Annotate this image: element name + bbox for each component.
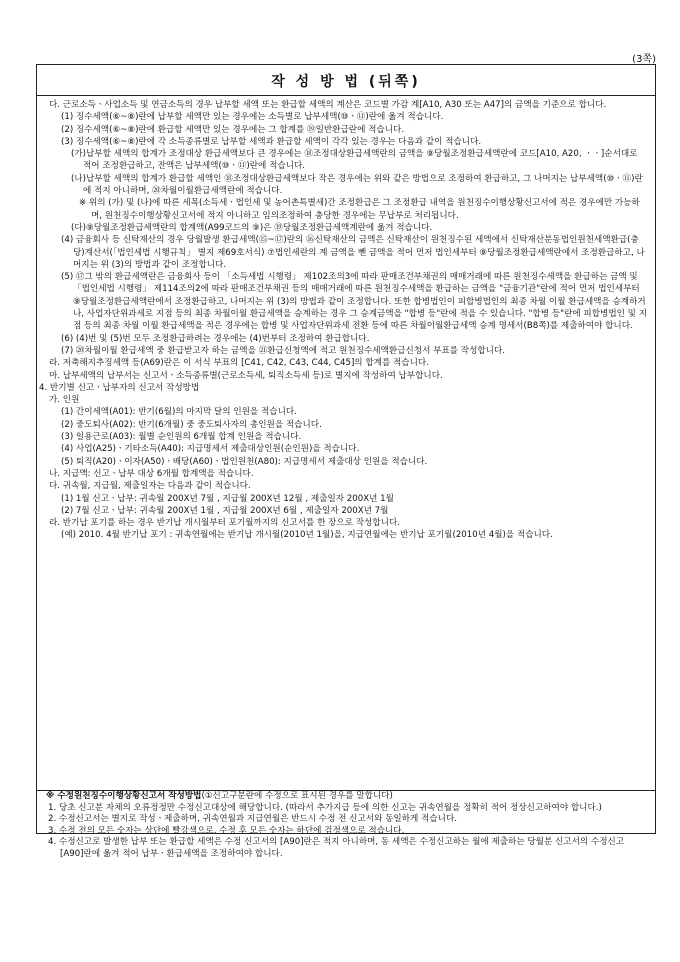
amendment-item: 4. 수정신고로 발생한 납부 또는 환급할 세액은 수정 신고서의 [A90]란은 적지 아니하며, 동 세액은 수정신고하는 월에 제출하는 당월분 신고서의 수정신고 [A90]란에 옮겨 적어 납부ㆍ환급세액을 조정하여야 합니다. bbox=[48, 837, 625, 859]
instruction-paragraph: (5) ⑰그 밖의 환급세액란은 금융회사 등이 「소득세법 시행령」 제102조의3에 따라 판매조건부채권의 매매거래에 따른 원천징수세액을 환급하는 금액 및 「법인세법 시행령」 제114조의2에 따라 판매조건부채권 등의 매매거래에 따른 원천징수세액을 환급하는 금액을 "금융기관"란에 적어 먼저 법인세부터 ⑨당월조정환급세액란에서 조정환급하고, 나머지는 위 (3)의 방법과 같이 조정합니다. 또한 합병법인이 피합병법인의 최종 차월 이월 환급세액을 승계하거나, 사업자단위과세로 지점 등의 최종 차월이월 환급세액을 승계하는 경우 그 승계금액을 "합병 등"란에 적을 수 있습니다. "합병 등"란에 피합병법인 및 지점 등의 최종 차월 이월 환급세액을 적은 경우에는 합병 및 사업자단위과세 전환 등에 따른 차월이월환급세액 승계 명세서(B8쪽)를 제출하여야 합니다. bbox=[61, 272, 648, 332]
instruction-paragraph: ※ 위의 (가) 및 (나)에 따른 세목(소득세ㆍ법인세 및 농어촌특별세)간 조정환급은 그 조정환급 내역을 원천징수이행상황신고서에 적은 경우에만 가능하며, 원천징수이행상황신고서에 적지 아니하고 임의조정하여 충당한 경우에는 무납부로 처리됩니다. bbox=[79, 198, 640, 221]
instruction-paragraph: 다. 근로소득ㆍ사업소득 및 연금소득의 경우 납부할 세액 또는 환급할 세액의 계산은 코드별 가감 계[A10, A30 또는 A47]의 금액을 기준으로 합니다. bbox=[49, 100, 607, 110]
page-number: (3쪽) bbox=[632, 54, 656, 65]
instruction-paragraph: 다. 귀속월, 지급월, 제출일자는 다음과 같이 적습니다. bbox=[49, 481, 251, 492]
instruction-paragraph: 라. 저축해지추징세액 등(A69)란은 이 서식 부표의 [C41, C42, C43, C44, C45]의 합계를 적습니다. bbox=[49, 358, 429, 369]
instruction-paragraph: (1) 1월 신고ㆍ납부: 귀속월 200X년 7월 , 지급월 200X년 12월 , 제출일자 200X년 1월 bbox=[61, 493, 394, 504]
amendment-notes bbox=[36, 790, 656, 859]
instruction-paragraph: 4. 반기별 신고ㆍ납부자의 신고서 작성방법 bbox=[39, 382, 200, 393]
instruction-paragraph: (2) 징수세액(⑥~⑧)란에 환급할 세액만 있는 경우에는 그 합계를 ⑲일반환급란에 적습니다. bbox=[61, 124, 405, 135]
instruction-paragraph: 나. 지급액: 신고ㆍ납부 대상 6개월 합계액을 적습니다. bbox=[49, 468, 254, 479]
instruction-paragraph: (2) 중도퇴사(A02): 반기(6개월) 중 중도퇴사자의 총인원을 적습니다. bbox=[61, 419, 322, 430]
amendment-heading-note: (①신고구분란에 수정으로 표시된 경우를 말합니다) bbox=[201, 791, 393, 801]
instruction-paragraph: 가. 인원 bbox=[49, 395, 80, 406]
instruction-paragraph: (3) 일용근로(A03): 월별 순인원의 6개월 합계 인원을 적습니다. bbox=[61, 432, 302, 443]
instruction-paragraph: (7) ⑳차월이월 환급세액 중 환급받고자 하는 금액을 ㉑환급신청액에 적고 원천징수세액환급신청서 부표를 작성합니다. bbox=[61, 345, 506, 356]
instruction-paragraph: (5) 퇴직(A20)ㆍ이자(A50)ㆍ배당(A60)ㆍ법인원천(A80): 지급명세서 제출대상 인원을 적습니다. bbox=[61, 456, 428, 467]
instruction-paragraph: (예) 2010. 4월 반기납 포기 : 귀속연월에는 반기납 개시월(2010년 1월)을, 지급연월에는 반기납 포기월(2010년 4월)을 적습니다. bbox=[61, 530, 553, 541]
instruction-paragraph: (3) 징수세액(⑥~⑧)란에 각 소득종류별로 납부할 세액과 환급할 세액이 각각 있는 경우는 다음과 같이 적습니다. bbox=[61, 136, 482, 147]
instruction-paragraph: (가)납부할 세액의 합계가 조정대상 환급세액보다 큰 경우에는 ⑱조정대상환급세액란의 금액을 ⑨당월조정환급세액란에 코드[A10, A20, ㆍㆍ]순서대로 적어 조정환급하고, 잔액은 납부세액(⑩ㆍ⑪)란에 적습니다. bbox=[71, 149, 638, 172]
instruction-paragraph: (나)납부할 세액의 합계가 환급할 세액인 ⑱조정대상환급세액보다 작은 경우에는 위와 같은 방법으로 조정하여 환급하고, 그 나머지는 납부세액(⑩ㆍ⑪)란에 적지 아니하며, ⑳차월이월환급세액란에 적습니다. bbox=[71, 173, 643, 197]
amendment-item: 1. 당초 신고분 자체의 오류정정만 수정신고대상에 해당합니다. (따라서 추가지급 등에 의한 신고는 귀속연월을 정확히 적어 정상신고하여야 합니다.) bbox=[48, 802, 602, 813]
instruction-paragraph: 마. 납부세액의 납부서는 신고서ㆍ소득종류별(근로소득세, 퇴직소득세 등)로 별지에 작성하여 납부합니다. bbox=[49, 370, 443, 381]
amendment-heading: ※ 수정원천징수이행상황신고서 작성방법 bbox=[46, 791, 202, 801]
page-title: 작 성 방 법 (뒤쪽) bbox=[271, 74, 421, 90]
instruction-paragraph: (다)⑨당월조정환급세액란의 합계액(A99코드의 ⑨)은 ⑲당월조정환급세액계란에 옮겨 적습니다. bbox=[71, 222, 433, 233]
amendment-items bbox=[46, 803, 648, 861]
instruction-paragraph: (4) 사업(A25)ㆍ기타소득(A40): 지급명세서 제출대상인원(순인원)을 적습니다. bbox=[61, 444, 360, 455]
amendment-item: 2. 수정신고서는 별지로 작성ㆍ제출하며, 귀속연월과 지급연월은 반드시 수정 전 신고서와 동일하게 적습니다. bbox=[48, 814, 457, 824]
instruction-frame bbox=[36, 64, 656, 834]
title-divider bbox=[37, 95, 655, 96]
instruction-paragraph: 라. 반기납 포기를 하는 경우 반기납 개시월부터 포기월까지의 신고서를 한 장으로 작성합니다. bbox=[49, 518, 400, 529]
instruction-paragraph: (4) 금융회사 등 신탁재산의 경우 당월발생 환급세액(⑮~⑰)란의 ⑯신탁재산의 금액은 신탁재산이 원천징수된 세액에서 신탁재산분동법인원천세액환급(충당)계산서(「법인세법 시행규칙」 별지 제69호서식) ⑦법인세란의 계 금액을 뺀 금액을 적어 먼저 법인세부터 ⑨당월조정환급세액란에서 조정환급하고, 나머지는 위 (3)의 방법과 같이 조정합니다. bbox=[61, 235, 645, 270]
instruction-paragraph: (1) 간이세액(A01): 반기(6월)의 마지막 달의 인원을 적습니다. bbox=[61, 407, 297, 418]
instruction-body bbox=[37, 99, 655, 542]
instruction-paragraph: (2) 7월 신고ㆍ납부: 귀속월 200X년 1월 , 지급월 200X년 6월 , 제출일자 200X년 7월 bbox=[61, 505, 389, 516]
amendment-item: 3. 수정 전의 모든 숫자는 상단에 빨강색으로, 수정 후 모든 숫자는 하단에 검정색으로 적습니다. bbox=[48, 825, 405, 836]
instruction-paragraph: (1) 징수세액(⑥~⑧)란에 납부할 세액만 있는 경우에는 소득별로 납부세액(⑩ㆍ⑪)란에 옮겨 적습니다. bbox=[61, 112, 444, 123]
instruction-paragraph: (6) (4)번 및 (5)번 모두 조정환급하려는 경우에는 (4)번부터 조정하여 환급합니다. bbox=[61, 333, 370, 344]
